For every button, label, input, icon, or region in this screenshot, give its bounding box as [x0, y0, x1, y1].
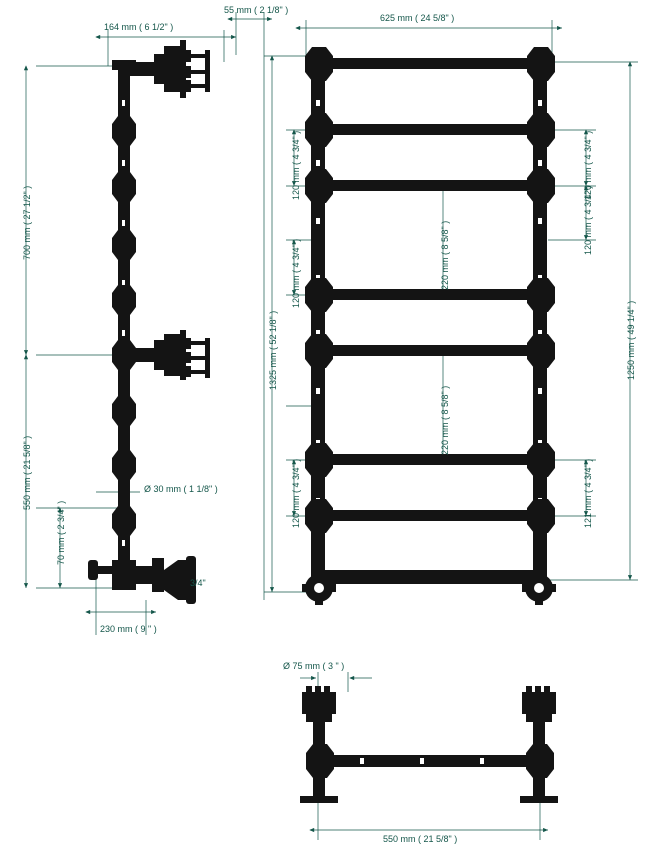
dim-left-spacing-1: 120 mm ( 4 3/4" ) — [291, 130, 301, 200]
dim-top-view-width: 550 mm ( 21 5/8" ) — [383, 834, 458, 844]
dim-right-spacing-2: 120 mm ( 4 3/4" ) — [583, 185, 593, 255]
dim-side-height-700: 700 mm ( 27 1/2" ) — [22, 185, 32, 260]
dim-side-height-550: 550 mm ( 21 5/8" ) — [22, 435, 32, 510]
dim-front-total-height: 1325 mm ( 52 1/8" ) — [268, 310, 278, 390]
dim-right-spacing-1: 120 mm ( 4 3/4" ) — [583, 130, 593, 200]
dim-side-width-230: 230 mm ( 9 " ) — [100, 624, 157, 634]
dim-front-height-1250: 1250 mm ( 49 1/4" ) — [626, 300, 636, 380]
dim-front-width-625: 625 mm ( 24 5/8" ) — [380, 13, 455, 23]
dim-top-view-flange: Ø 75 mm ( 3 " ) — [283, 661, 345, 671]
dim-side-height-70: 70 mm ( 2 3/4" ) — [56, 500, 66, 565]
dim-side-top-offset: 164 mm ( 6 1/2" ) — [104, 22, 174, 32]
dim-left-spacing-3: 120 mm ( 4 3/4" ) — [291, 458, 301, 528]
front-view-geometry — [302, 47, 556, 605]
dim-right-spacing-3: 121 mm ( 4 3/4" ) — [583, 458, 593, 528]
dim-left-spacing-2: 120 mm ( 4 3/4" ) — [291, 238, 301, 308]
dim-center-spacing-2: 220 mm ( 8 5/8" ) — [440, 385, 450, 455]
dim-valve-size: 3/4" — [190, 578, 206, 588]
dim-side-wall-gap: 55 mm ( 2 1/8" ) — [224, 5, 289, 15]
side-view-geometry — [88, 40, 210, 604]
dim-tube-diameter: Ø 30 mm ( 1 1/8" ) — [144, 484, 218, 494]
top-view-geometry — [300, 686, 558, 803]
dim-center-spacing-1: 220 mm ( 8 5/8" ) — [440, 220, 450, 290]
